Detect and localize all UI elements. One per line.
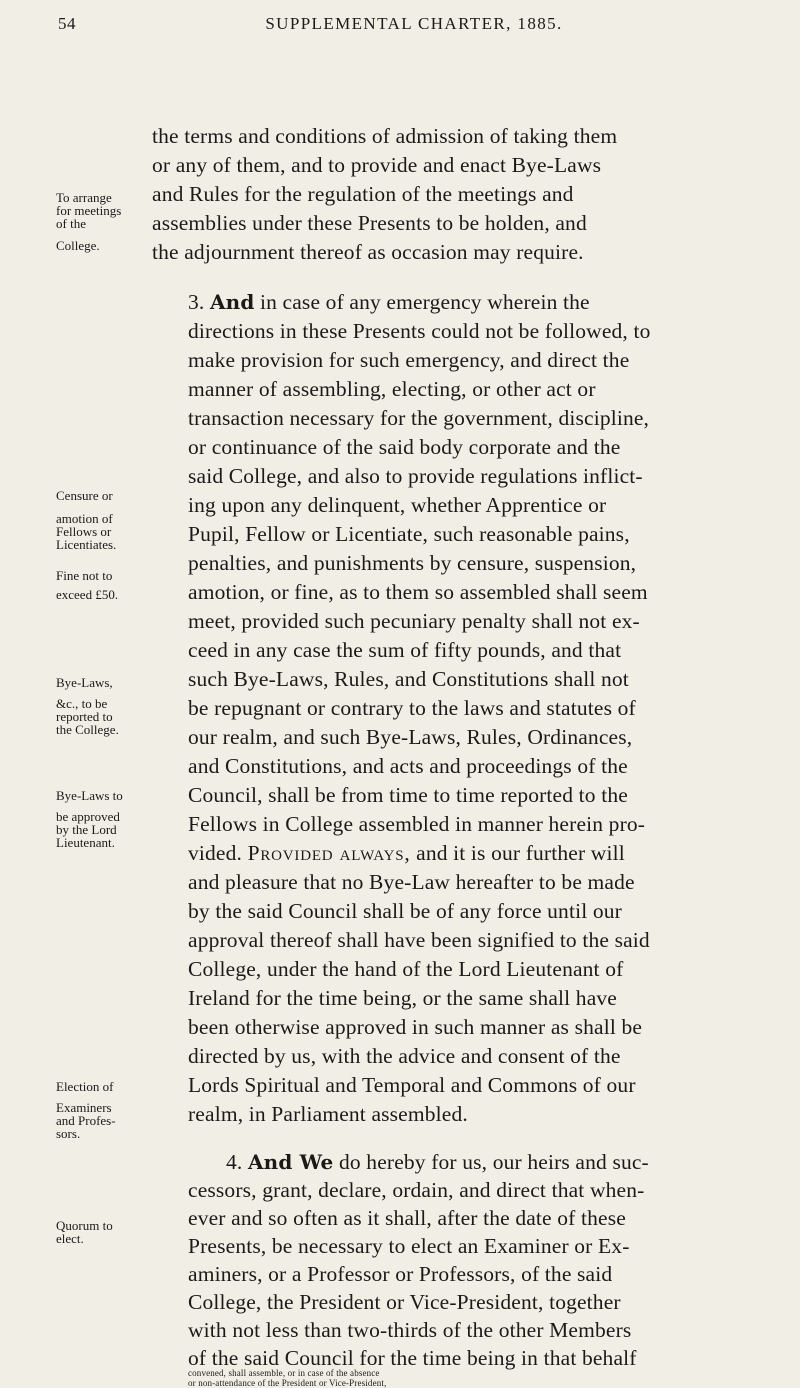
text-line: and Constitutions, and acts and proceedings of the: [188, 754, 628, 778]
text-span: in case of any emergency wherein the: [260, 290, 590, 314]
text-line: ever and so often as it shall, after the date of these: [188, 1206, 626, 1230]
sidenote-bye-laws-reported: [56, 676, 136, 736]
text-line: cessors, grant, declare, ordain, and direct that when-: [188, 1178, 645, 1202]
text-line: be repugnant or contrary to the laws and statutes of: [188, 696, 636, 720]
text-line: been otherwise approved in such manner as shall be: [188, 1015, 643, 1039]
sidenote-line: amotion of: [56, 511, 113, 526]
text-line: Pupil, Fellow or Licentiate, such reasonable pains,: [188, 522, 630, 546]
text-line: approval thereof shall have been signified to the said: [188, 928, 650, 952]
text-line: said College, and also to provide regulations inflict-: [188, 464, 643, 488]
sidenote-line: Quorum to: [56, 1218, 113, 1233]
text-line: or any of them, and to provide and enact Bye-Laws: [152, 153, 602, 177]
paragraph-3-first-line: [188, 290, 590, 314]
text-span: and it is our further will: [416, 841, 625, 865]
text-line: meet, provided such pecuniary penalty shall not ex-: [188, 609, 640, 633]
sidenote-line: exceed £50.: [56, 587, 119, 602]
sidenote-line: &c., to be: [56, 696, 108, 711]
sidenote-line: Fine not to: [56, 568, 113, 583]
text-span: vided.: [188, 841, 243, 865]
text-line: assemblies under these Presents to be holden, and: [152, 211, 587, 235]
text-line: or continuance of the said body corporate and the: [188, 435, 621, 459]
sidenote-fine: [56, 569, 136, 601]
text-line: penalties, and punishments by censure, suspension,: [188, 551, 637, 575]
provided-always-line: [188, 841, 625, 865]
sidenote-line: To arrange: [56, 190, 112, 205]
running-title: SUPPLEMENTAL CHARTER, 1885.: [265, 14, 563, 33]
text-line: and Rules for the regulation of the meetings and: [152, 182, 574, 206]
sidenote-line: of the: [56, 216, 86, 231]
section-number: 4.: [226, 1150, 243, 1174]
text-line: our realm, and such Bye-Laws, Rules, Ordinances,: [188, 725, 633, 749]
text-line: such Bye-Laws, Rules, and Constitutions shall not: [188, 667, 629, 691]
text-span: do hereby for us, our heirs and suc-: [338, 1150, 649, 1174]
blackletter-and-we: And We: [247, 1150, 334, 1174]
text-line: directions in these Presents could not be followed, to: [188, 319, 651, 343]
text-line: transaction necessary for the government, discipline,: [188, 406, 650, 430]
text-line: ceed in any case the sum of fifty pounds, and that: [188, 638, 622, 662]
sidenote-censure: [56, 489, 136, 551]
sidenote-line: be approved: [56, 809, 120, 824]
sidenote-line: College.: [56, 238, 100, 253]
text-line: Council, shall be from time to time reported to the: [188, 783, 628, 807]
text-line: and pleasure that no Bye-Law hereafter to be made: [188, 870, 635, 894]
sidenote-bye-laws-approved: [56, 789, 136, 849]
text-line: directed by us, with the advice and consent of the: [188, 1044, 621, 1068]
sidenote-line: by the Lord: [56, 822, 117, 837]
sidenote-line: Fellows or: [56, 524, 112, 539]
sidenote-line: elect.: [56, 1231, 84, 1246]
page-number: 54: [58, 14, 76, 33]
text-line: convened, shall assemble, or in case of the absence: [188, 1368, 380, 1378]
section-number: 3.: [188, 290, 205, 314]
text-line: Fellows in College assembled in manner herein pro-: [188, 812, 646, 836]
text-line: College, under the hand of the Lord Lieutenant of: [188, 957, 624, 981]
sidenote-line: Censure or: [56, 488, 113, 503]
text-line: Lords Spiritual and Temporal and Commons of our: [188, 1073, 636, 1097]
sidenote-election: [56, 1080, 136, 1140]
text-line: manner of assembling, electing, or other act or: [188, 377, 596, 401]
sidenote-line: reported to: [56, 709, 113, 724]
text-line: Ireland for the time being, or the same shall have: [188, 986, 617, 1010]
text-line: College, the President or Vice-President, together: [188, 1290, 621, 1314]
text-line: or non-attendance of the President or Vice-President,: [188, 1378, 387, 1388]
sidenote-line: Lieutenant.: [56, 835, 115, 850]
paragraph-4-first-line: [226, 1150, 649, 1174]
sidenote-line: sors.: [56, 1126, 81, 1141]
text-line: of the said Council for the time being in that behalf: [188, 1346, 637, 1370]
sidenote-quorum: [56, 1219, 136, 1245]
sidenote-line: Bye-Laws,: [56, 675, 113, 690]
text-line: make provision for such emergency, and direct the: [188, 348, 630, 372]
blackletter-and: And: [209, 290, 255, 314]
sidenote-line: and Profes-: [56, 1113, 116, 1128]
sidenote-line: the College.: [56, 722, 119, 737]
page-header: [58, 14, 770, 38]
sidenote-arrange-meetings: [56, 191, 136, 252]
text-line: aminers, or a Professor or Professors, of the said: [188, 1262, 613, 1286]
provided-always-smallcaps: Provided always,: [247, 841, 411, 865]
text-line: Presents, be necessary to elect an Examiner or Ex-: [188, 1234, 630, 1258]
text-line: ing upon any delinquent, whether Apprentice or: [188, 493, 607, 517]
text-line: by the said Council shall be of any force until our: [188, 899, 622, 923]
text-line: the adjournment thereof as occasion may require.: [152, 240, 584, 264]
text-line: amotion, or fine, as to them so assembled shall seem: [188, 580, 648, 604]
sidenote-line: Licentiates.: [56, 537, 117, 552]
sidenote-line: Election of: [56, 1079, 114, 1094]
text-line: the terms and conditions of admission of taking them: [152, 124, 618, 148]
sidenote-line: Bye-Laws to: [56, 788, 123, 803]
text-line: realm, in Parliament assembled.: [188, 1102, 468, 1126]
sidenote-line: for meetings: [56, 203, 122, 218]
text-line: with not less than two-thirds of the other Members: [188, 1318, 632, 1342]
sidenote-line: Examiners: [56, 1100, 112, 1115]
